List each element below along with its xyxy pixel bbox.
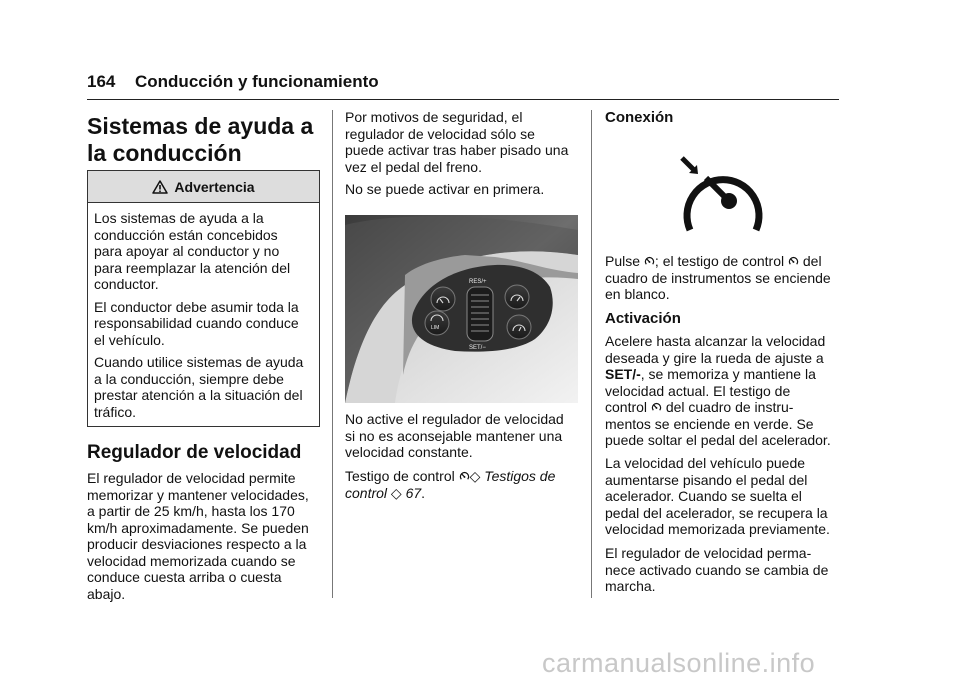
text-fragment: ; el testigo de control — [654, 253, 785, 269]
reference-link[interactable]: Testigos de — [484, 468, 556, 484]
text-line: velocidad constante. — [345, 444, 473, 460]
warning-header — [88, 171, 319, 203]
text-line: pedal del acelerador, se recupera la — [605, 504, 828, 521]
text-line: para apoyar al conductor y no — [94, 243, 280, 259]
text-line: El conductor debe asumir toda la — [94, 298, 299, 315]
warning-paragraph-1 — [94, 210, 313, 293]
text-line: abajo. — [87, 585, 126, 602]
text-fragment: . — [421, 484, 426, 501]
text-line: acelerador. Cuando se suelta el — [605, 488, 802, 504]
text-line: responsabilidad cuando conduce — [94, 315, 299, 331]
text-line: producir desviaciones respecto a la — [87, 536, 307, 552]
column-divider — [332, 110, 333, 598]
reference-link[interactable]: control — [345, 484, 388, 501]
section-title: Conducción y funcionamiento — [135, 72, 379, 91]
text-line: La velocidad del vehículo puede — [605, 455, 806, 471]
text-line: nece activado cuando se cambia de — [605, 561, 829, 578]
text-fragment: Testigo de control — [345, 468, 455, 484]
text-line: mentos se enciende en verde. Se — [605, 415, 814, 432]
connection-heading: Conexión — [605, 109, 674, 126]
text-line: si no es aconsejable mantener una — [345, 427, 563, 444]
text-fragment: Pulse — [605, 253, 641, 269]
text-line: Cuando utilice sistemas de ayuda — [94, 354, 304, 370]
text-line: regulador de velocidad sólo se — [345, 125, 535, 142]
set-label: SET/− — [469, 345, 486, 351]
text-line: en blanco. — [605, 286, 670, 302]
reference-arrow: ◇ — [390, 484, 402, 501]
text-line: para reemplazar la atención del — [94, 259, 291, 276]
text-line: Los sistemas de ayuda a la — [94, 210, 264, 226]
text-line: puede activar tras haber pisado una — [345, 142, 569, 158]
text-line: conductor. — [94, 276, 159, 292]
text-line: vez el pedal del freno. — [345, 158, 482, 175]
text-line: el vehículo. — [94, 331, 165, 348]
warning-paragraph-2 — [94, 299, 313, 349]
safety-paragraph — [345, 109, 585, 175]
subsection-heading: Regulador de velocidad — [87, 442, 302, 463]
text-line: El regulador de velocidad perma- — [605, 545, 812, 561]
set-button-label: SET/- — [605, 366, 641, 382]
cruise-intro-paragraph — [87, 470, 327, 602]
text-line: velocidad memorizada previamente. — [605, 521, 830, 537]
cruise-control-symbol-icon — [676, 154, 768, 234]
text-line: marcha. — [605, 578, 656, 594]
section-heading-line1: Sistemas de ayuda a — [87, 113, 314, 139]
res-label: RES/+ — [469, 279, 487, 285]
steering-wheel-controls-illustration — [345, 215, 578, 403]
cruise-control-indicator-icon — [459, 471, 470, 482]
running-header — [87, 72, 379, 92]
text-line: prestar atención a la situación del — [94, 387, 303, 403]
text-fragment: del — [802, 253, 822, 269]
reference-arrow: ◇ — [469, 468, 481, 484]
reference-page[interactable]: 67 — [405, 484, 422, 501]
section-heading-line2: la conducción — [87, 140, 242, 166]
warning-label: Advertencia — [174, 178, 255, 195]
text-line: velocidad memorizada cuando se — [87, 552, 296, 569]
text-line: velocidad actual. El testigo de — [605, 382, 791, 399]
activation-press-paragraph — [605, 253, 845, 303]
cruise-control-button-icon — [644, 256, 655, 267]
text-line: memorizar y mantener velocidades, — [87, 486, 309, 503]
header-rule — [87, 99, 839, 100]
text-line: No active el regulador de velocidad — [345, 411, 564, 427]
warning-paragraph-3 — [94, 354, 313, 420]
cruise-control-indicator-icon — [651, 402, 662, 413]
text-line: tráfico. — [94, 403, 137, 420]
text-line: Acelere hasta alcanzar la velocidad — [605, 333, 826, 349]
watermark: carmanualsonline.info — [542, 648, 816, 678]
text-fragment: , se memoriza y mantiene la — [640, 366, 816, 382]
speed-increase-paragraph — [605, 455, 845, 538]
control-light-reference — [345, 468, 585, 501]
warning-note-paragraph — [345, 411, 585, 461]
page-number: 164 — [87, 72, 116, 91]
cruise-control-indicator-icon — [788, 256, 799, 267]
first-gear-note: No se puede activar en primera. — [345, 181, 545, 197]
warning-box — [87, 170, 320, 427]
text-line: deseada y gire la rueda de ajuste a — [605, 349, 824, 366]
text-fragment: control — [605, 399, 648, 415]
activation-paragraph — [605, 333, 845, 449]
text-line: a partir de 25 km/h, hasta los 170 — [87, 503, 295, 519]
lim-label: LIM — [431, 325, 440, 331]
text-line: km/h aproximadamente. Se pueden — [87, 519, 309, 536]
text-line: conduce cuesta arriba o cuesta — [87, 569, 282, 585]
text-line: a la conducción, siempre debe — [94, 370, 284, 387]
text-line: El regulador de velocidad permite — [87, 470, 296, 486]
text-fragment: del cuadro de instru- — [665, 399, 794, 415]
text-line: aumentarse pisando el pedal del — [605, 471, 808, 488]
text-line: Por motivos de seguridad, el — [345, 109, 523, 125]
warning-triangle-icon — [152, 180, 168, 194]
column-divider — [591, 110, 592, 598]
gear-change-paragraph — [605, 545, 845, 595]
text-line: conducción están concebidos — [94, 226, 278, 243]
text-line: cuadro de instrumentos se enciende — [605, 269, 831, 286]
activation-heading: Activación — [605, 310, 681, 327]
text-line: puede soltar el pedal del acelerador. — [605, 432, 831, 448]
